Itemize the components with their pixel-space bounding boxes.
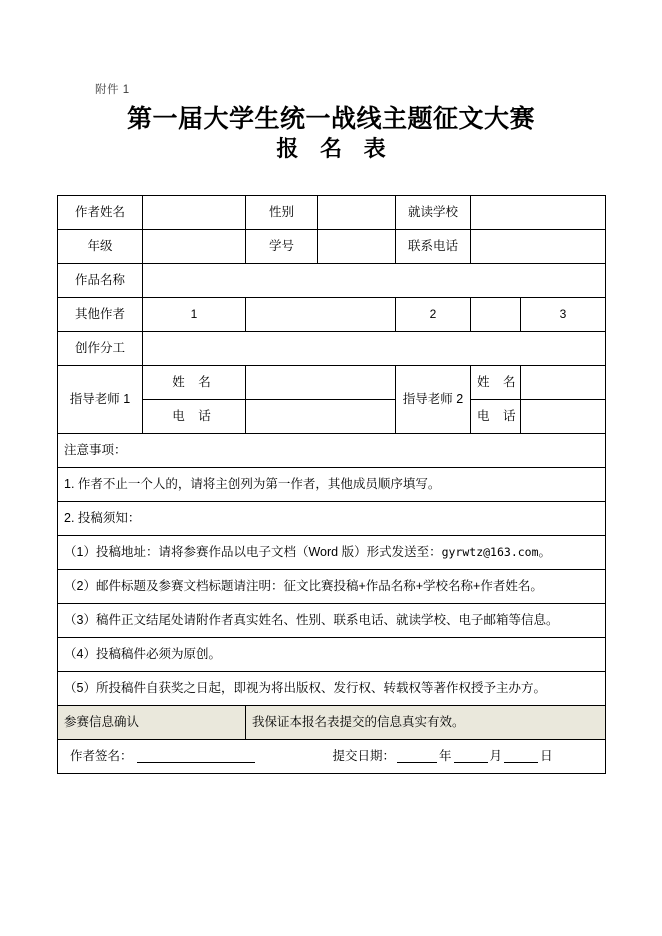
signature-cell (58, 740, 606, 774)
author-signature-blank[interactable] (137, 750, 255, 763)
label-day-unit: 日 (540, 749, 553, 764)
notes-sub-item-2: （2）邮件标题及参赛文档标题请注明：征文比赛投稿+作品名称+学校名称+作者姓名。 (58, 570, 606, 604)
notes-sub-item-1 (58, 536, 606, 570)
label-teacher-1-phone: 电 话 (143, 400, 246, 434)
label-author-signature: 作者签名： (70, 749, 133, 764)
confirmation-statement: 我保证本报名表提交的信息真实有效。 (246, 706, 606, 740)
field-other-author-2[interactable] (471, 298, 521, 332)
label-month-unit: 月 (489, 749, 503, 764)
other-author-index-1: 1 (143, 298, 246, 332)
signature-line-group (64, 747, 599, 765)
notes-item-2-heading: 2. 投稿须知： (58, 502, 606, 536)
field-grade[interactable] (143, 230, 246, 264)
field-author-name[interactable] (143, 196, 246, 230)
table-row-notes-heading (58, 434, 606, 468)
notes-heading: 注意事项： (58, 434, 606, 468)
date-year-blank[interactable] (397, 750, 437, 763)
table-row-division (58, 332, 606, 366)
table-row-note-sub-3 (58, 604, 606, 638)
label-teacher-2-name: 姓 名 (471, 366, 521, 400)
field-teacher-1-phone[interactable] (246, 400, 396, 434)
table-row-confirmation (58, 706, 606, 740)
field-teacher-2-phone[interactable] (521, 400, 606, 434)
label-division: 创作分工 (58, 332, 143, 366)
field-teacher-1-name[interactable] (246, 366, 396, 400)
label-teacher-1-name: 姓 名 (143, 366, 246, 400)
label-gender: 性别 (246, 196, 318, 230)
other-author-index-2: 2 (396, 298, 471, 332)
label-year-unit: 年 (439, 749, 452, 764)
label-teacher-2-phone: 电 话 (471, 400, 521, 434)
table-row-note-item-2-heading (58, 502, 606, 536)
table-row-other-authors (58, 298, 606, 332)
field-student-id[interactable] (318, 230, 396, 264)
table-row-author-info (58, 196, 606, 230)
field-school[interactable] (471, 196, 606, 230)
label-work-title: 作品名称 (58, 264, 143, 298)
field-gender[interactable] (318, 196, 396, 230)
label-phone: 联系电话 (396, 230, 471, 264)
label-author-name: 作者姓名 (58, 196, 143, 230)
other-author-index-3: 3 (521, 298, 606, 332)
table-row-note-sub-4 (58, 638, 606, 672)
page-title: 第一届大学生统一战线主题征文大赛 (126, 104, 535, 133)
label-student-id: 学号 (246, 230, 318, 264)
label-school: 就读学校 (396, 196, 471, 230)
table-row-teacher-names (58, 366, 606, 400)
table-row-signature (58, 740, 606, 774)
label-other-authors: 其他作者 (58, 298, 143, 332)
label-submit-date: 提交日期： (332, 749, 396, 764)
notes-item-1: 1. 作者不止一个人的，请将主创列为第一作者，其他成员顺序填写。 (58, 468, 606, 502)
field-division[interactable] (143, 332, 606, 366)
label-confirmation: 参赛信息确认 (58, 706, 246, 740)
table-row-work-title (58, 264, 606, 298)
label-grade: 年级 (58, 230, 143, 264)
notes-sub-1-suffix: 。 (538, 545, 552, 560)
page-subtitle: 报 名 表 (276, 135, 393, 162)
registration-form-table (57, 195, 606, 774)
notes-sub-1-prefix: （1）投稿地址：请将参赛作品以电子文档（Word 版）形式发送至： (64, 545, 442, 560)
attachment-label: 附件 1 (95, 84, 130, 96)
table-row-note-sub-1 (58, 536, 606, 570)
label-teacher-1: 指导老师 1 (58, 366, 143, 434)
label-teacher-2: 指导老师 2 (396, 366, 471, 434)
table-row-note-sub-5 (58, 672, 606, 706)
field-other-author-1[interactable] (246, 298, 396, 332)
submission-email: gyrwtz@163.com (441, 545, 539, 560)
notes-sub-item-5: （5）所投稿件自获奖之日起，即视为将出版权、发行权、转载权等著作权授予主办方。 (58, 672, 606, 706)
notes-sub-item-3: （3）稿件正文结尾处请附作者真实姓名、性别、联系电话、就读学校、电子邮箱等信息。 (58, 604, 606, 638)
date-day-blank[interactable] (504, 750, 538, 763)
field-phone[interactable] (471, 230, 606, 264)
notes-sub-item-4: （4）投稿稿件必须为原创。 (58, 638, 606, 672)
table-row-grade-info (58, 230, 606, 264)
table-row-note-sub-2 (58, 570, 606, 604)
field-teacher-2-name[interactable] (521, 366, 606, 400)
field-work-title[interactable] (143, 264, 606, 298)
date-month-blank[interactable] (454, 750, 488, 763)
title-block (0, 104, 662, 164)
table-row-note-item-1 (58, 468, 606, 502)
